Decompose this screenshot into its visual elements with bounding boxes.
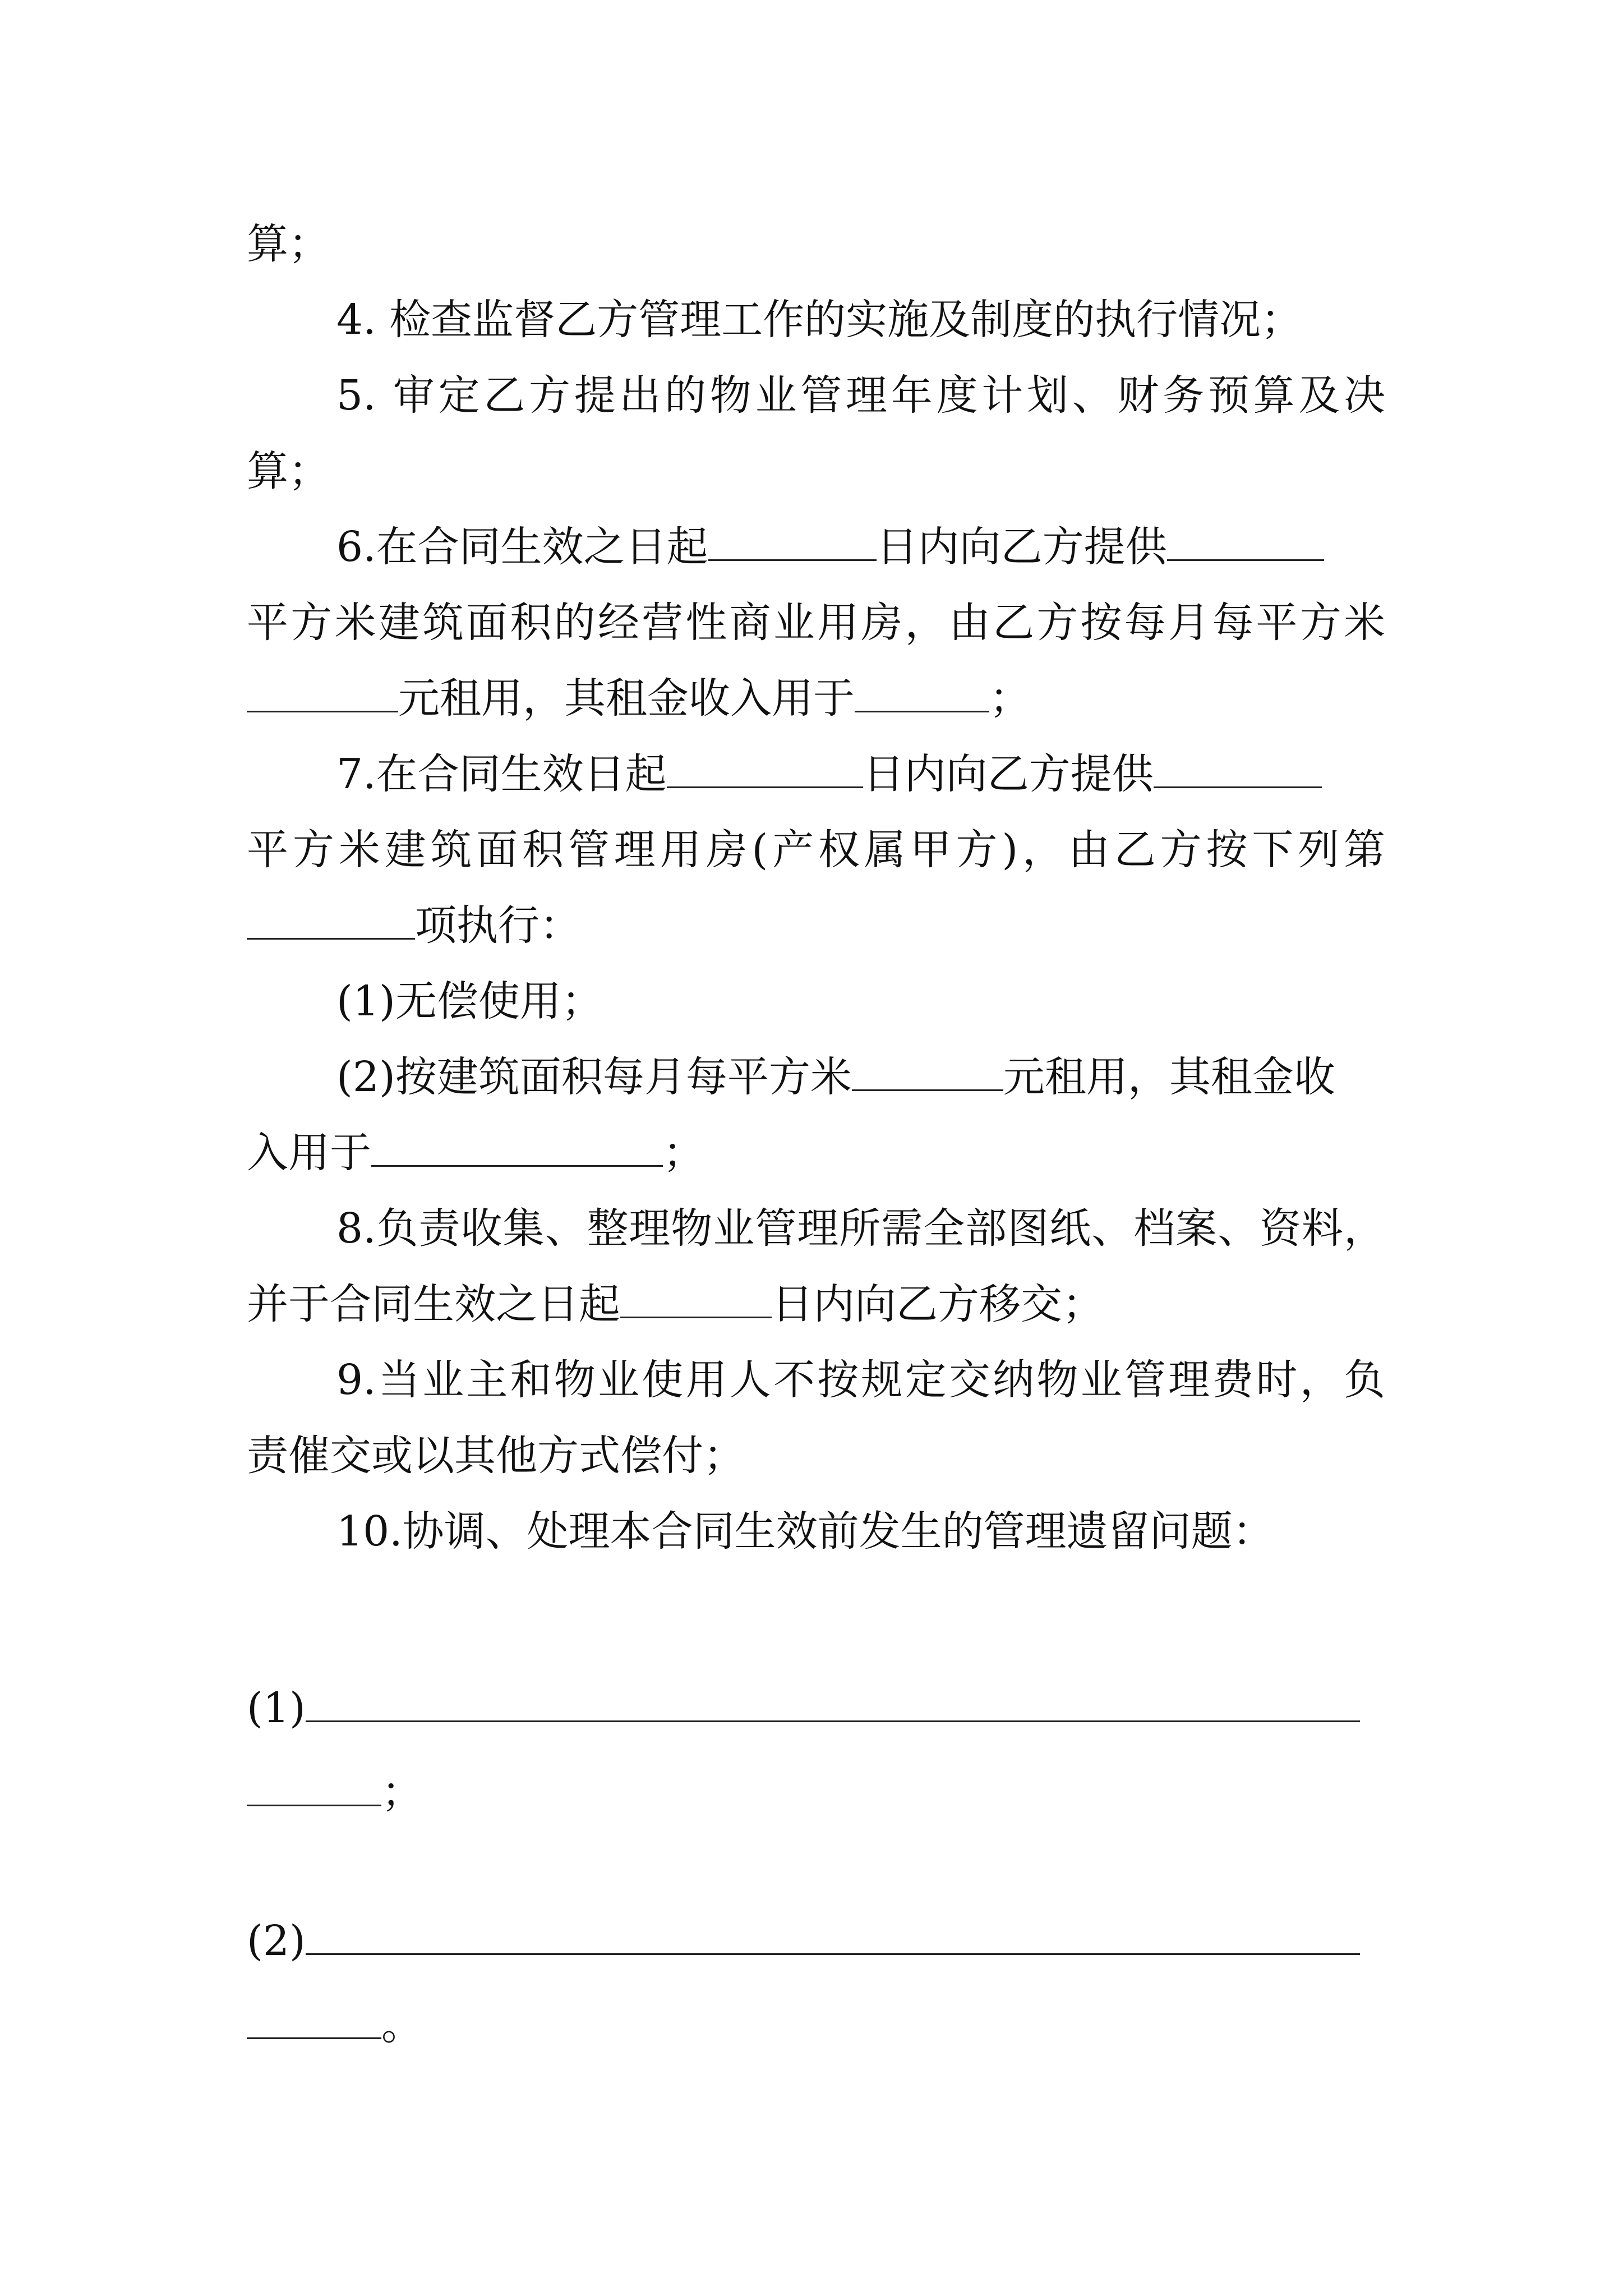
text-fragment: 入用于 — [247, 1129, 371, 1177]
fill-in-blank — [247, 903, 415, 940]
clause-10 — [336, 1503, 1385, 1559]
clause-7 — [336, 746, 1385, 802]
text-fragment: (1) — [247, 1684, 306, 1732]
text-fragment: 10.协调、处理本合同生效前发生的管理遗留问题： — [336, 1507, 1274, 1556]
fill-in-blank — [667, 752, 863, 788]
text-fragment: 并于合同生效之日起 — [247, 1280, 620, 1328]
fill-in-blank — [620, 1282, 772, 1318]
text-fragment: 元租用，其租金收 — [1003, 1053, 1335, 1101]
text-fragment: 平方米建筑面积管理用房(产权属甲方)，由乙方按下列第 — [247, 826, 1385, 874]
fill-in-blank — [247, 1770, 381, 1806]
text-fragment: 算； — [247, 447, 330, 495]
text-fragment: (2)按建筑面积每月每平方米 — [336, 1053, 852, 1101]
fill-in-blank — [247, 676, 398, 712]
clause-9 — [336, 1352, 1385, 1408]
text-line — [247, 595, 1385, 651]
fill-in-blank — [855, 676, 989, 712]
option-2 — [336, 1049, 1385, 1105]
text-fragment: 9.当业主和物业使用人不按规定交纳物业管理费时，负 — [336, 1356, 1385, 1404]
text-fragment: 8.负责收集、整理物业管理所需全部图纸、档案、资料， — [336, 1204, 1385, 1253]
fill-in-blank — [1154, 752, 1322, 788]
text-fragment: 日内向乙方提供 — [863, 750, 1154, 798]
text-fragment: 平方米建筑面积的经营性商业用房，由乙方按每月每平方米 — [247, 599, 1385, 647]
option-1 — [336, 973, 1385, 1029]
issue-1 — [247, 1680, 1385, 1736]
issue-2 — [247, 1913, 1385, 1969]
text-fragment: ； — [989, 674, 1031, 723]
text-fragment: 。 — [381, 2001, 423, 2049]
clause-4 — [336, 292, 1385, 348]
text-fragment: ； — [381, 1768, 423, 1816]
text-line — [247, 1276, 1385, 1332]
text-line — [247, 443, 1385, 499]
text-line — [247, 1428, 1385, 1484]
fill-in-blank — [371, 1130, 663, 1167]
text-fragment: 项执行： — [415, 901, 581, 950]
text-fragment: 日内向乙方提供 — [876, 523, 1167, 571]
fill-in-blank — [247, 2003, 381, 2039]
text-fragment: (2) — [247, 1917, 306, 1965]
clause-8 — [336, 1200, 1385, 1257]
text-fragment: 6.在合同生效之日起 — [336, 523, 708, 571]
text-fragment: 7.在合同生效日起 — [336, 750, 667, 798]
fill-in-blank — [1167, 524, 1324, 561]
clause-6 — [336, 519, 1385, 575]
fill-in-blank — [708, 524, 877, 561]
text-fragment: 算； — [247, 220, 330, 268]
fill-in-blank — [852, 1055, 1003, 1091]
text-fragment: 4. 检查监督乙方管理工作的实施及制度的执行情况； — [336, 296, 1303, 344]
text-line — [247, 670, 1385, 726]
fill-in-blank — [306, 1918, 1360, 1955]
fill-in-blank — [306, 1686, 1360, 1722]
text-fragment: ； — [663, 1129, 704, 1177]
text-fragment: 元租用，其租金收入用于 — [398, 674, 855, 723]
text-fragment: 责催交或以其他方式偿付； — [247, 1432, 745, 1480]
text-line — [247, 1125, 1385, 1181]
text-fragment: 日内向乙方移交； — [772, 1280, 1104, 1328]
text-line — [247, 898, 1385, 954]
text-line — [247, 822, 1385, 878]
text-fragment: 5. 审定乙方提出的物业管理年度计划、财务预算及决 — [336, 371, 1385, 420]
clause-5 — [336, 367, 1385, 424]
text-line — [247, 1764, 1385, 1820]
text-fragment: (1)无偿使用； — [336, 977, 603, 1025]
text-line — [247, 216, 1385, 272]
text-line — [247, 1997, 1385, 2053]
